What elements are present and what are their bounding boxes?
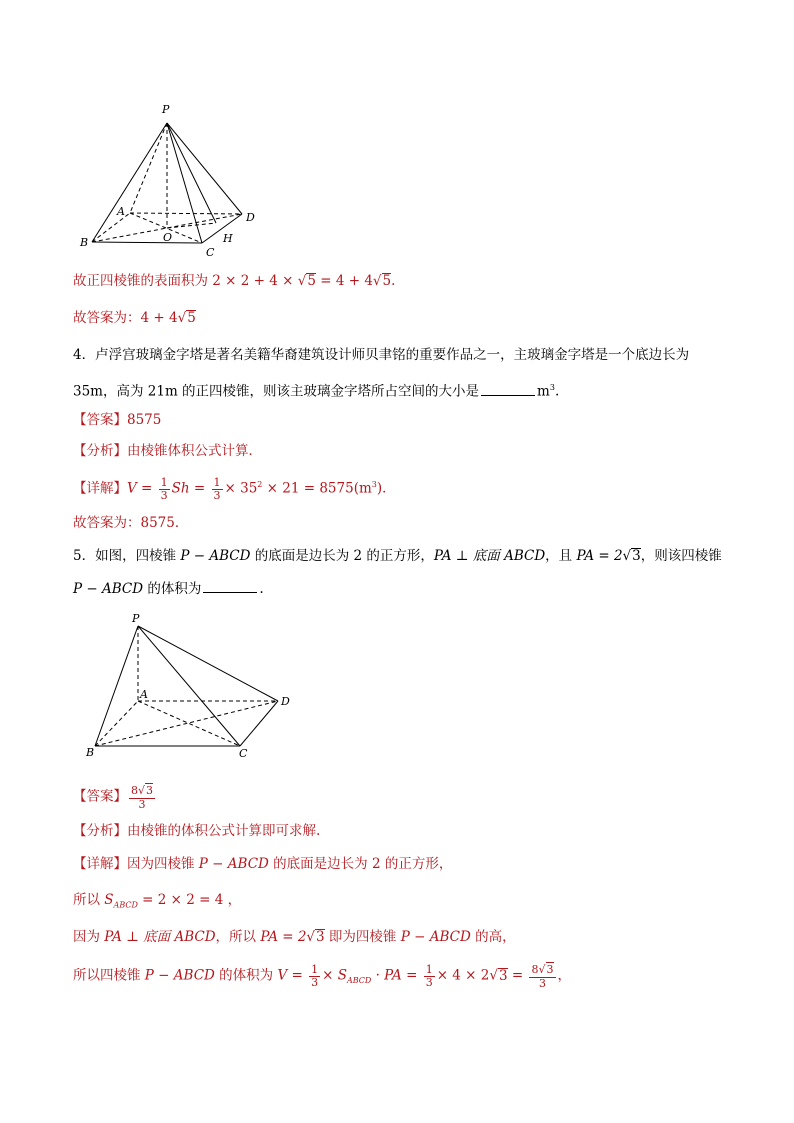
answer-blank-5 <box>203 580 257 593</box>
label-P: P <box>162 103 170 116</box>
label-D: D <box>246 211 255 224</box>
q5-analysis: 【分析】由棱锥的体积公式计算即可求解. <box>73 823 321 839</box>
fig2-label-B: B <box>86 746 95 759</box>
label-C: C <box>206 246 215 259</box>
q4-detail: 【详解】V = $\frac{1}{3}$ Sh = $\frac{1}{3}$ × $35^2 \times 21 = 8575(m^3)$． <box>73 475 396 502</box>
q5-detail-1: 【详解】因为四棱锥 P − ABCD 的底面是边长为 2 的正方形， <box>73 856 453 872</box>
pyramid-figure-1 <box>70 95 270 265</box>
q4-line-2: 35m，高为 21m 的正四棱锥，则该主玻璃金字塔所占空间的大小是 $m^3$. <box>73 383 560 400</box>
fig2-label-C: C <box>239 747 248 760</box>
q5-detail-3: 因为 PA ⊥ 底面 ABCD，所以 PA = 2√3 即为四棱锥 P − ABCD 的高， <box>73 929 516 945</box>
label-H: H <box>223 232 233 245</box>
fig2-label-D: D <box>281 695 290 708</box>
q4-final: 故答案为：8575． <box>73 515 189 531</box>
answer-blank <box>481 383 535 396</box>
surface-area-line: 故正四棱锥的表面积为 2 × 2 + 4 × √5 = 4 + 4√5. <box>73 273 396 289</box>
q4-answer: 【答案】8575 <box>73 412 162 428</box>
q5-detail-2: 所以 $S_{ABCD} = 2 \times 2 = 4$ ， <box>73 892 242 910</box>
label-O: O <box>163 231 173 244</box>
answer-line-3: 故答案为：4 + 4√5 <box>73 310 196 326</box>
label-A: A <box>117 205 125 218</box>
label-B: B <box>80 236 89 249</box>
q5-line-1: 5．如图，四棱锥 P − ABCD 的底面是边长为 2 的正方形，PA ⊥ 底面 ABCD，且 PA = 2√3，则该四棱锥 <box>73 548 722 564</box>
pyramid-figure-2 <box>80 608 300 763</box>
fig2-label-A: A <box>140 688 148 701</box>
q4-analysis: 【分析】由棱锥体积公式计算． <box>73 443 262 459</box>
q5-line-2: P − ABCD 的体积为 . <box>73 581 264 597</box>
q5-answer: 【答案】 $\frac{8√3}{3}$ <box>73 784 154 811</box>
q5-detail-4: 所以四棱锥 P − ABCD 的体积为 V = $\frac{1}{3}$ × $S_{ABCD}$ · PA = $\frac{1}{3}$ × 4 × 2√3 = $\frac{8√3}{3}$ ， <box>73 962 571 990</box>
q4-line-1: 4．卢浮宫玻璃金字塔是著名美籍华裔建筑设计师贝聿铭的重要作品之一，主玻璃金字塔是一个底边长为 <box>73 347 690 363</box>
fig2-label-P: P <box>132 612 140 625</box>
